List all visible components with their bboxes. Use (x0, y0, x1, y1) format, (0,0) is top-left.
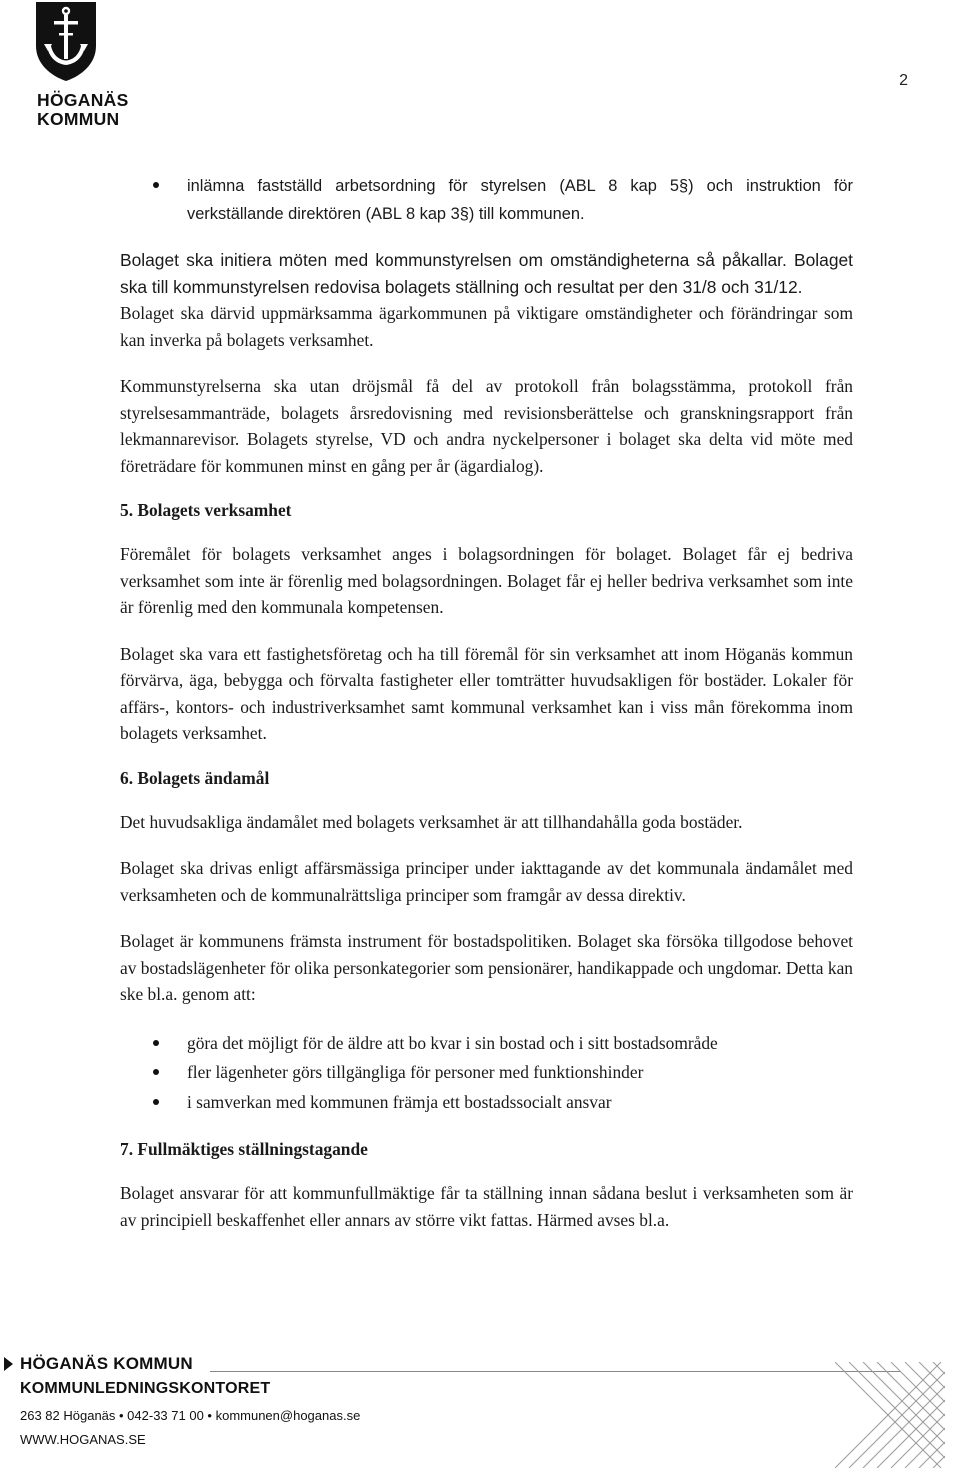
page-footer (0, 1350, 960, 1470)
section-heading-7: 7. Fullmäktiges ställningstagande (120, 1139, 368, 1159)
list-item (120, 1089, 853, 1116)
list-item-text: i samverkan med kommunen främja ett bostadssocialt ansvar (187, 1091, 612, 1112)
bullet-icon (153, 1040, 159, 1046)
logo-text-kommun: KOMMUN (37, 109, 120, 129)
footer-department: KOMMUNLEDNINGSKONTORET (20, 1380, 271, 1397)
bullet-icon (153, 1069, 159, 1075)
document-body (120, 172, 853, 1233)
paragraph-housing-policy: Bolaget är kommunens främsta instrument för bostadspolitiken. Bolaget ska försöka tillgodose behovet av bostadslägenheter för olika personkategorier som pensionärer, handikappade och ungdomar. Detta kan ske bl.a. genom att: (120, 931, 853, 1004)
hoganas-kommun-logo (18, 0, 129, 130)
footer-divider (210, 1371, 900, 1372)
section-heading-6: 6. Bolagets ändamål (120, 767, 270, 788)
bullet-icon (153, 182, 159, 188)
page-number: 2 (899, 72, 908, 89)
paragraph-main-goal: Det huvudsakliga ändamålet med bolagets verksamhet är att tillhandahålla goda bostäder. (120, 811, 743, 832)
footer-contact: 263 82 Höganäs • 042-33 71 00 • kommunen@hoganas.se (20, 1408, 361, 1423)
section-heading-5: 5. Bolagets verksamhet (120, 500, 292, 520)
list-item (120, 1030, 853, 1057)
paragraph-meetings: Bolaget ska initiera möten med kommunstyrelsen om omständigheterna så påkallar. Bolaget ska till kommunstyrelsen redovisa bolagets ställning och resultat per den 31/8 och 31/12. (120, 250, 853, 297)
list-item-text: inlämna fastställd arbetsordning för styrelsen (ABL 8 kap 5§) och instruktion för verkställande direktören (ABL 8 kap 3§) till kommunen. (187, 177, 853, 223)
paragraph-property-company: Bolaget ska vara ett fastighetsföretag och ha till föremål för sin verksamhet att inom Höganäs kommun förvärva, äga, bebygga och förvalta fastigheter eller tomträtter huvudsakligen för bostäder. Lokaler för affärs-, kontors- och industriverksamhet samt kommunal verksamhet kan i viss mån förekomma inom bolagets verksamhet. (120, 643, 853, 743)
anchor-shield-icon (33, 0, 99, 82)
footer-website-link[interactable]: WWW.HOGANAS.SE (20, 1432, 146, 1447)
paragraph-business-principles: Bolaget ska drivas enligt affärsmässiga principer under iakttagande av det kommunala ändamålet med verksamheten och de kommunalrättsliga principer som framgår av dessa direktiv. (120, 858, 853, 905)
paragraph-purpose: Föremålet för bolagets verksamhet anges i bolagsordningen för bolaget. Bolaget får ej bedriva verksamhet som inte är förenlig med bolagsordningen. Bolaget får ej heller bedriva verksamhet som inte är förenlig med den kommunala kompetensen. (120, 544, 853, 617)
bullet-list-housing (120, 1030, 853, 1116)
bullet-list-top (120, 172, 853, 227)
paragraph-council-decisions: Bolaget ansvarar för att kommunfullmäktige får ta ställning innan sådana beslut i verksamheten som är av principiell beskaffenhet eller annars av större vikt fattas. Härmed avses bl.a. (120, 1183, 853, 1230)
logo-text-hoganas: HÖGANÄS (37, 90, 129, 110)
paragraph-protocols: Kommunstyrelserna ska utan dröjsmål få del av protokoll från bolagsstämma, protokoll från styrelsesammanträde, bolagets årsredovisning med revisionsberättelse och granskningsrapport från lekmannarevisor. Bolagets styrelse, VD och andra nyckelpersoner i bolaget ska delta vid möte med företrädare för kommunen minst en gång per år (ägardialog). (120, 376, 853, 476)
footer-organization: HÖGANÄS KOMMUN (20, 1354, 193, 1373)
list-item-text: fler lägenheter görs tillgängliga för personer med funktionshinder (187, 1062, 644, 1082)
list-item (120, 172, 853, 227)
diagonal-lines-decoration (835, 1362, 945, 1468)
paragraph-attention: Bolaget ska därvid uppmärksamma ägarkommunen på viktigare omständigheter och förändringar som kan inverka på bolagets verksamhet. (120, 303, 853, 350)
list-item-text: göra det möjligt för de äldre att bo kvar i sin bostad och i sitt bostadsområde (187, 1032, 718, 1053)
arrow-right-icon (4, 1357, 13, 1371)
list-item (120, 1059, 853, 1086)
bullet-icon (153, 1099, 159, 1105)
